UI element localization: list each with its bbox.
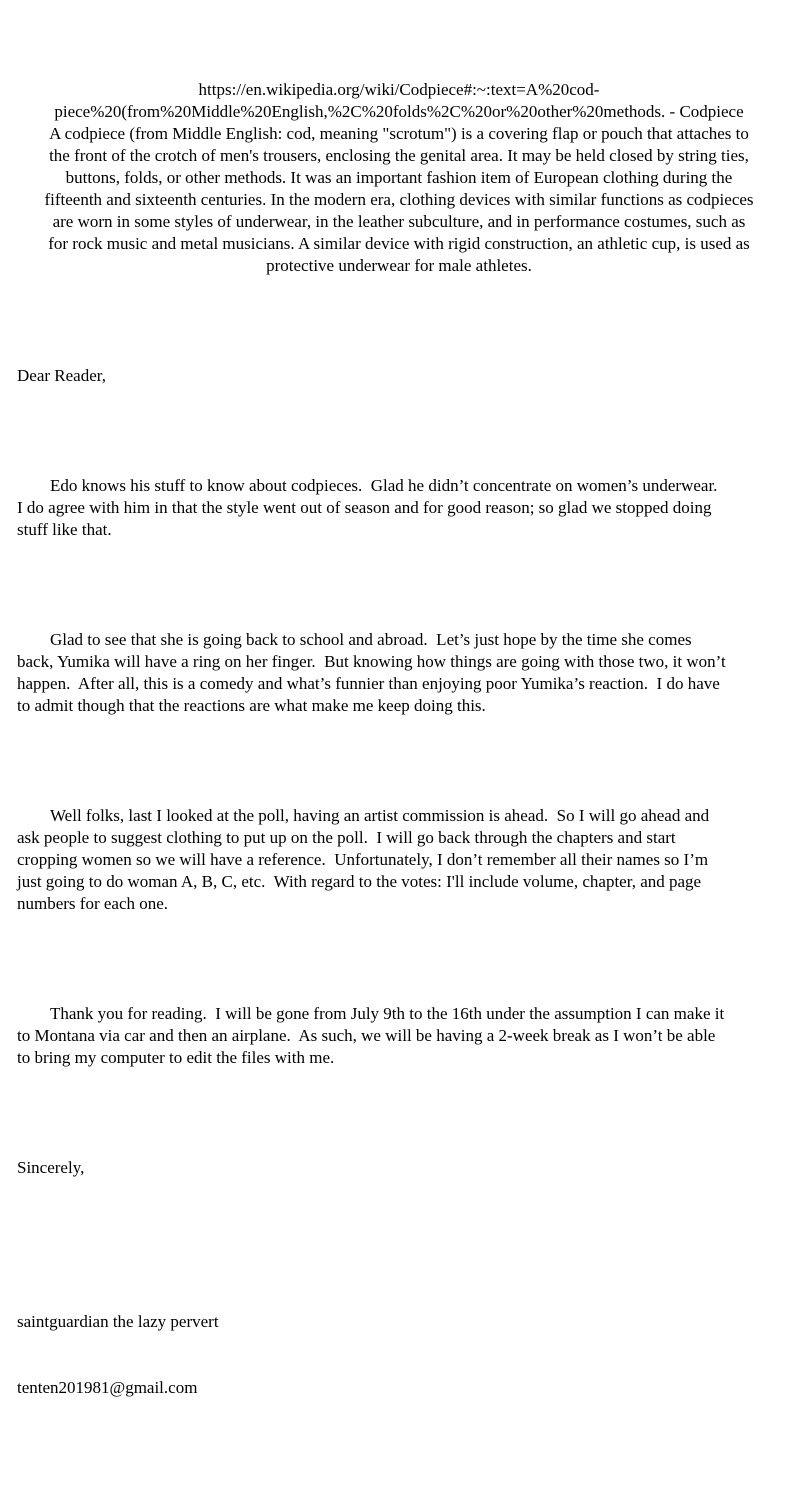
signature-name: saintguardian the lazy pervert — [17, 1312, 219, 1331]
letter-paragraph-1: Edo knows his stuff to know about codpieces. Glad he didn’t concentrate on women’s underwear. I do agree with him in that the style went out of season and for good reason; so glad we stopped doing stuff like that. — [17, 476, 718, 539]
letter-paragraph-2: Glad to see that she is going back to school and abroad. Let’s just hope by the time she comes back, Yumika will have a ring on her finger. But knowing how things are going with those two, it won’t happen. After all, this is a comedy and what’s funnier than enjoying poor Yumika’s reaction. I do have to admit though that the reactions are what make me keep doing this. — [17, 630, 726, 715]
signature-email: tenten201981@gmail.com — [17, 1378, 198, 1397]
letter-paragraph-3: Well folks, last I looked at the poll, having an artist commission is ahead. So I will go ahead and ask people to suggest clothing to put up on the poll. I will go back through the chapters and start cropping women so we will have a reference. Unfortunately, I don’t remember all their names so I’m just going to do woman A, B, C, etc. With regard to the votes: I'll include volume, chapter, and page numbers for each one. — [17, 806, 710, 913]
letter-paragraph-4: Thank you for reading. I will be gone from July 9th to the 16th under the assumption I can make it to Montana via car and then an airplane. As such, we will be having a 2-week break as I won’t be able to bring my computer to edit the files with me. — [17, 1004, 725, 1067]
signature — [17, 1267, 781, 1443]
salutation: Dear Reader, — [17, 366, 106, 385]
header-wikipedia-excerpt: https://en.wikipedia.org/wiki/Codpiece#:~:text=A%20cod- piece%20(from%20Middle%20English,%2C%20folds%2C%20or%20other%20methods. - Codpiece A codpiece (from Middle English: cod, meaning "scrotum") is a covering flap or pouch that attaches to the front of the crotch of men's trousers, enclosing the genital area. It may be held closed by string ties, buttons, folds, or other methods. It was an important fashion item of European clothing during the fifteenth and sixteenth centuries. In the modern era, clothing devices with similar functions as codpieces are worn in some styles of underwear, in the leather subculture, and in performance costumes, such as for rock music and metal musicians. A similar device with rigid construction, an athletic cup, is used as protective underwear for male athletes. — [44, 80, 754, 275]
closing: Sincerely, — [17, 1158, 85, 1177]
